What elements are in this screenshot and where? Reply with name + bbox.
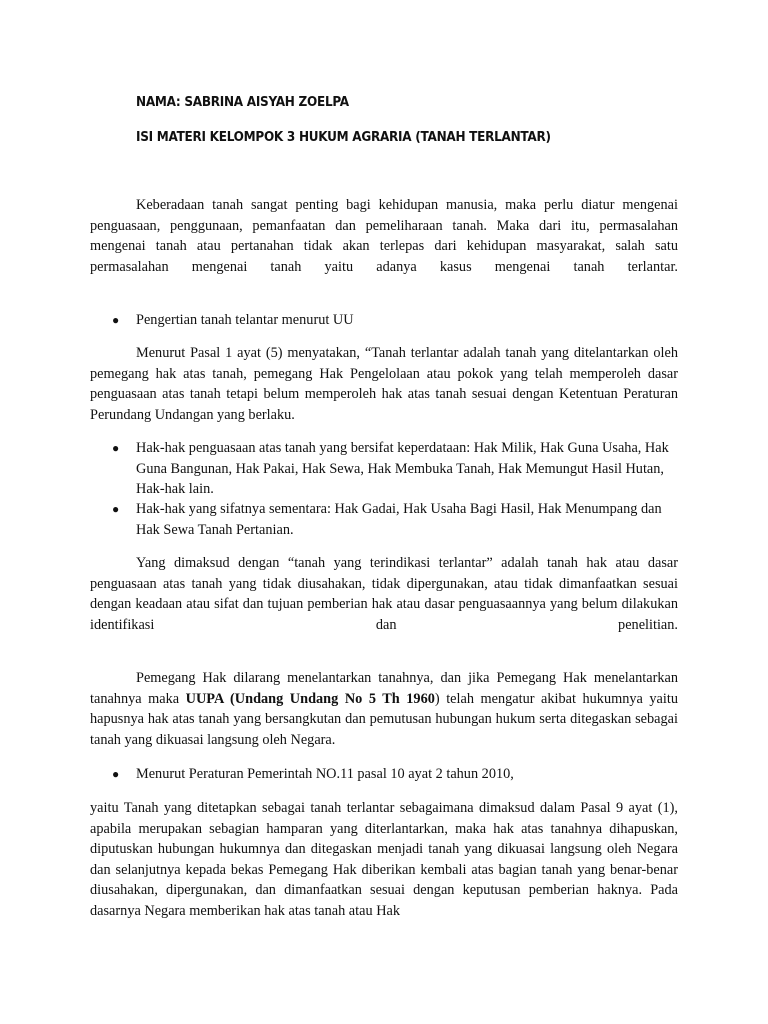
list-item — [112, 499, 678, 540]
bullet-icon: ● — [112, 767, 120, 781]
list-item — [112, 764, 678, 785]
bullet-icon: ● — [112, 313, 120, 327]
uupa-text-after: ) telah mengatur akibat hukumnya yaitu hapusnya hak atas tanah yang bersangkutan dan pemutusan hubungan hukum serta ditegaskan sebagai tanah yang dikuasai langsung oleh Negara. — [90, 690, 678, 748]
bullet-text: Pengertian tanah telantar menurut UU — [136, 312, 354, 328]
bullet-icon: ● — [112, 502, 120, 516]
paragraph-intro: Keberadaan tanah sangat penting bagi kehidupan manusia, maka perlu diatur mengenai penguasaan, penggunaan, pemanfaatan dan pemeliharaan tanah. Maka dari itu, permasalahan mengenai tanah atau pertanahan tidak akan terlepas dari kehidupan masyarakat, salah satu permasalahan mengenai tanah yaitu adanya kasus mengenai tanah terlantar. — [90, 197, 678, 275]
uupa-text-before: Pemegang Hak dilarang menelantarkan tanahnya, dan jika Pemegang Hak menelantarkan tanahnya maka — [90, 670, 678, 707]
bullet-text: Hak-hak yang sifatnya sementara: Hak Gadai, Hak Usaha Bagi Hasil, Hak Menumpang dan Hak Sewa Tanah Pertanian. — [136, 501, 662, 538]
list-item — [112, 310, 678, 331]
bullet-icon: ● — [112, 441, 120, 455]
list-item — [112, 438, 678, 500]
uupa-law-reference: UUPA (Undang Undang No 5 Th 1960 — [185, 690, 435, 707]
bullet-text: Hak-hak penguasaan atas tanah yang bersifat keperdataan: Hak Milik, Hak Guna Usaha, Hak Guna Bangunan, Hak Pakai, Hak Sewa, Hak Membuka Tanah, Hak Memungut Hasil Hutan, Hak-hak lain. — [136, 440, 669, 498]
document-title: ISI MATERI KELOMPOK 3 HUKUM AGRARIA (TANAH TERLANTAR) — [136, 130, 551, 145]
paragraph-uupa — [90, 668, 678, 750]
paragraph-pp11: yaitu Tanah yang ditetapkan sebagai tanah terlantar sebagaimana dimaksud dalam Pasal 9 ayat (1), apabila merupakan sebagian hamparan yang diterlantarkan, maka hak atas tanahnya dihapuskan, diputuskan hubungan hukumnya dan ditegaskan menjadi tanah yang dikuasai langsung oleh Negara dan selanjutnya kepada bekas Pemegang Hak diberikan kembali atas bagian tanah yang benar-benar diusahakan, dipergunakan, dan dimanfaatkan sesuai dengan keputusan pemberian haknya. Pada dasarnya Negara memberikan hak atas tanah atau Hak — [90, 800, 678, 919]
bullet-text: Menurut Peraturan Pemerintah NO.11 pasal 10 ayat 2 tahun 2010, — [136, 766, 514, 782]
paragraph-indicated-land: Yang dimaksud dengan “tanah yang terindikasi terlantar” adalah tanah hak atau dasar penguasaan atas tanah yang tidak diusahakan, tidak dipergunakan, atau tidak dimanfaatkan sesuai dengan keadaan atau sifat dan tujuan pemberian hak atau dasar penguasaannya yang belum dilakukan identifikasi dan penelitian. — [90, 555, 678, 633]
author-name: NAMA: SABRINA AISYAH ZOELPA — [136, 95, 349, 110]
paragraph-definition: Menurut Pasal 1 ayat (5) menyatakan, “Tanah terlantar adalah tanah yang ditelantarkan oleh pemegang hak atas tanah, pemegang Hak Pengelolaan atau pokok yang telah memperoleh dasar penguasaan atas tanah tetapi belum memperoleh hak atas tanah sesuai dengan Ketentuan Peraturan Perundang Undangan yang berlaku. — [90, 345, 678, 423]
